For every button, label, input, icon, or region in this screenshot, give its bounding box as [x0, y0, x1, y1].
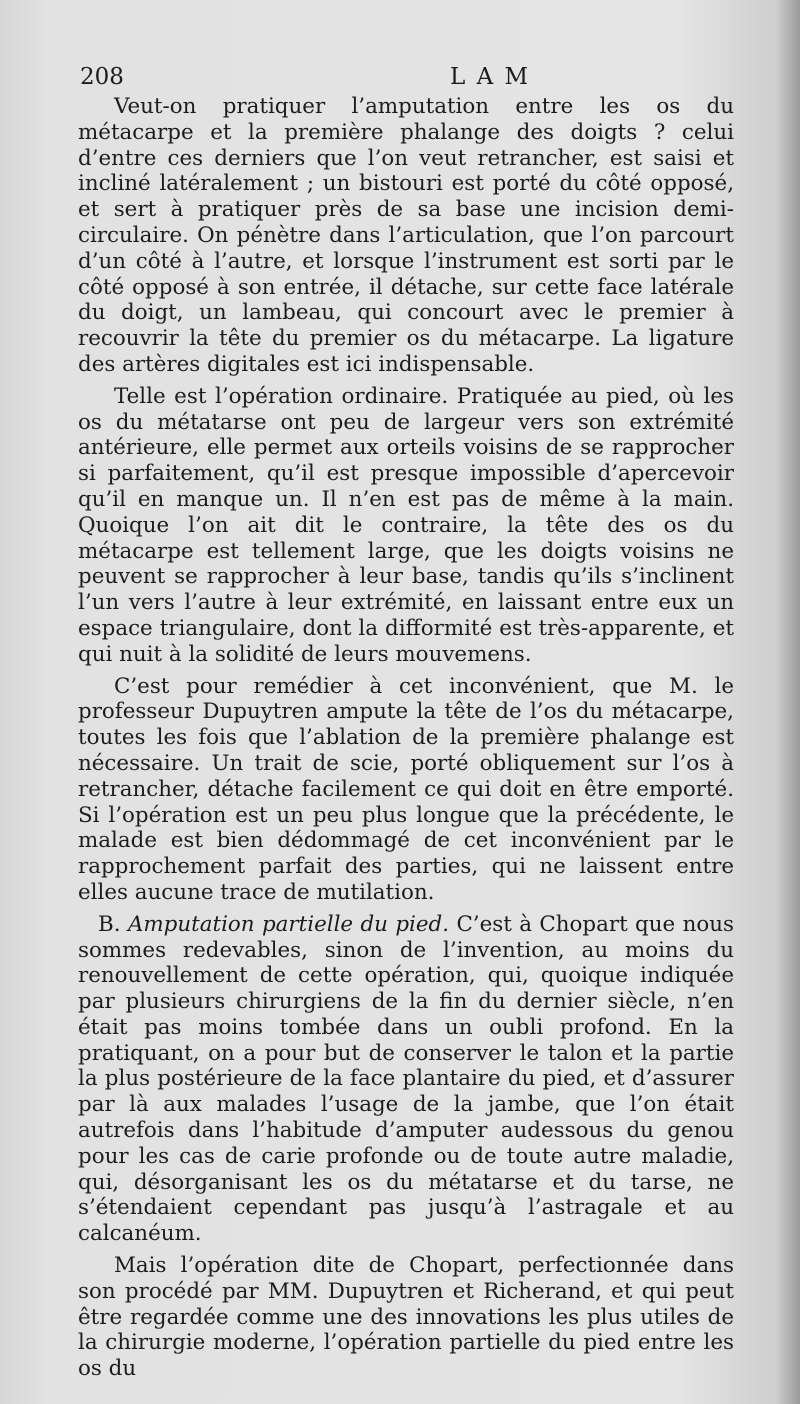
body-text — [78, 94, 734, 1388]
section-text: C’est à Chopart que nous sommes redevables, sinon de l’invention, au moins du renouvellement de cette opération, qui, quoique indiquée par plusieurs chirurgiens de la fin du dernier siècle, n’en était pas moins tombée dans un oubli profond. En la pratiquant, on a pour but de conserver le talon et la partie la plus postérieure de la face plantaire du pied, et d’assurer par là aux malades l’usage de la jambe, que l’on était autrefois dans l’habitude d’amputer audessous du genou pour les cas de carie profonde ou de toute autre maladie, qui, désorganisant les os du métatarse et du tarse, ne s’étendaient cependant pas jusqu’à l’astragale et au calcanéum. — [78, 911, 734, 1247]
section-partial-foot-amputation — [78, 912, 734, 1247]
paragraph-dupuytren-method: C’est pour remédier à cet inconvénient, que M. le professeur Dupuytren ampute la tête de l’os du métacarpe, toutes les fois que l’ablation de la première phalange est nécessaire. Un trait de scie, porté obliquement sur l’os à retrancher, détache facilement ce qui doit en être emporté. Si l’opération est un peu plus longue que la précédente, le malade est bien dédommagé de cet inconvénient par le rapprochement parfait des parties, qui ne laissent entre elles aucune trace de mutilation. — [78, 673, 734, 905]
paragraph-operation-ordinaire: Telle est l’opération ordinaire. Pratiquée au pied, où les os du métatarse ont peu de largeur vers son extrémité antérieure, elle permet aux orteils voisins de se rapprocher si parfaitement, qu’il est presque impossible d’apercevoir qu’il en manque un. Il n’en est pas de même à la main. Quoique l’on ait dit le contraire, la tête des os du métacarpe est tellement large, que les doigts voisins ne peuvent se rapprocher à leur base, tandis qu’ils s’inclinent l’un vers l’autre à leur extrémité, en laissant entre eux un espace triangulaire, dont la difformité est très-apparente, et qui nuit à la solidité de leurs mouvemens. — [78, 383, 734, 667]
section-title: Amputation partielle du pied. — [127, 911, 450, 937]
running-head: L A M — [450, 64, 531, 90]
section-label: B. — [98, 911, 121, 937]
page-header — [80, 62, 730, 92]
paragraph-metacarpe-amputation: Veut-on pratiquer l’amputation entre les os du métacarpe et la première phalange des doigts ? celui d’entre ces derniers que l’on veut retrancher, est saisi et incliné latéralement ; un bistouri est porté du côté opposé, et sert à pratiquer près de sa base une incision demi-circulaire. On pénètre dans l’articulation, que l’on parcourt d’un côté à l’autre, et lorsque l’instrument est sorti par le côté opposé à son entrée, il détache, sur cette face latérale du doigt, un lambeau, qui concourt avec le premier à recouvrir la tête du premier os du métacarpe. La ligature des artères digitales est ici indispensable. — [78, 94, 734, 377]
page-number: 208 — [80, 64, 124, 90]
paragraph-chopart-operation: Mais l’opération dite de Chopart, perfectionnée dans son procédé par MM. Dupuytren et Richerand, et qui peut être regardée comme une des innovations les plus utiles de la chirurgie moderne, l’opération partielle du pied entre les os du — [78, 1253, 734, 1382]
